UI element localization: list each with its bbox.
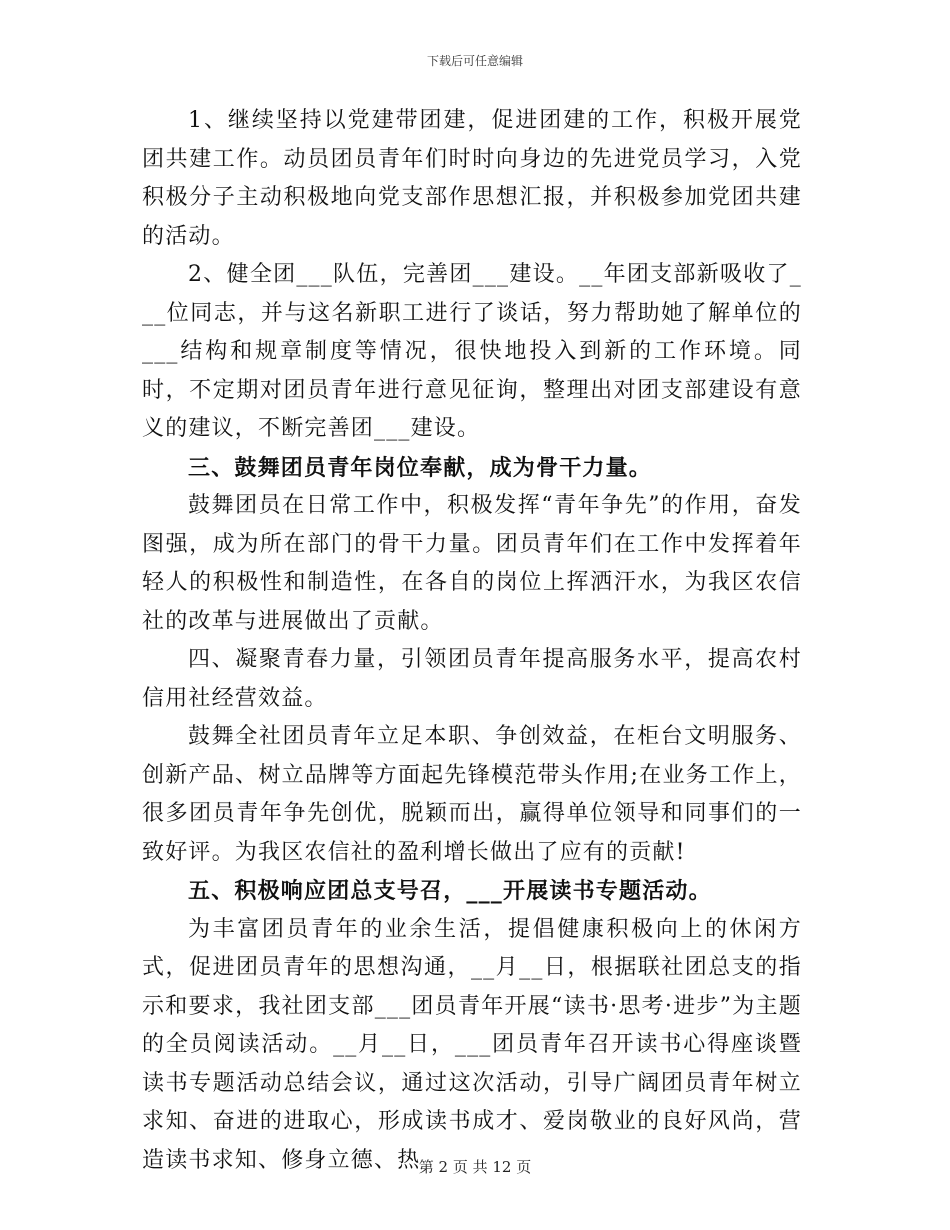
paragraph-2: 2、健全团___队伍，完善团___建设。__年团支部新吸收了___位同志，并与这名新职工进行了谈话，努力帮助她了解单位的___结构和规章制度等情况，很快地投入到新的工作环境。同时，不定期对团员青年进行意见征询，整理出对团支部建设有意义的建议，不断完善团___建设。 xyxy=(142,262,802,441)
section-heading-3: 三、鼓舞团员青年岗位奉献，成为骨干力量。 xyxy=(188,454,653,481)
paragraph-3: 鼓舞团员在日常工作中，积极发挥“青年争先”的作用，奋发图强，成为所在部门的骨干力量。团员青年们在工作中发挥着年轻人的积极性和制造性，在各自的岗位上挥洒汗水，为我区农信社的改革与进展做出了贡献。 xyxy=(142,493,802,634)
section-heading-4: 四、凝聚青春力量，引领团员青年提高服务水平，提高农村信用社经营效益。 xyxy=(142,647,802,711)
document-body xyxy=(142,102,802,1180)
paragraph-5: 为丰富团员青年的业余生活，提倡健康积极向上的休闲方式，促进团员青年的思想沟通，__月__日，根据联社团总支的指示和要求，我社团支部___团员青年开展“读书·思考·进步”为主题的全员阅读活动。__月__日，___团员青年召开读书心得座谈暨读书专题活动总结会议，通过这次活动，引导广阔团员青年树立求知、奋进的进取心，形成读书成才、爱岗敬业的良好风尚，营造读书求知、修身立德、热 xyxy=(142,916,802,1173)
paragraph-4: 鼓舞全社团员青年立足本职、争创效益，在柜台文明服务、创新产品、树立品牌等方面起先锋模范带头作用;在业务工作上，很多团员青年争先创优，脱颖而出，赢得单位领导和同事们的一致好评。为我区农信社的盈利增长做出了应有的贡献! xyxy=(142,724,802,865)
page-footer: 第 2 页 共 12 页 xyxy=(418,1158,532,1176)
paragraph-1: 1、继续坚持以党建带团建，促进团建的工作，积极开展党团共建工作。动员团员青年们时时向身边的先进党员学习，入党积极分子主动积极地向党支部作思想汇报，并积极参加党团共建的活动。 xyxy=(142,108,802,249)
section-heading-5: 五、积极响应团总支号召，___开展读书专题活动。 xyxy=(188,878,712,904)
page-header: 下载后可任意编辑 xyxy=(426,54,523,68)
